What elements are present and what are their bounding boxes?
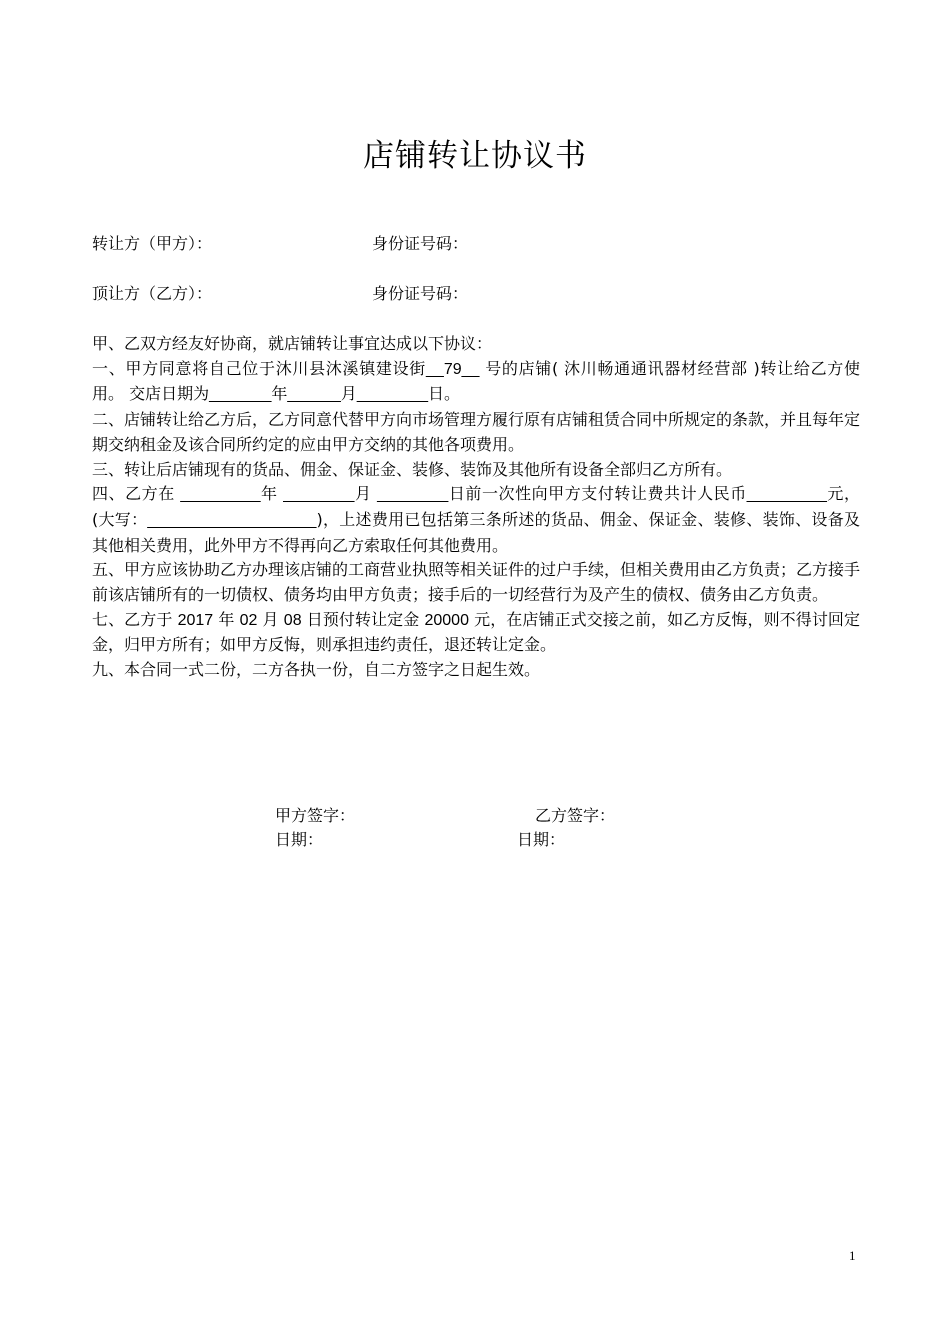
clause-4-year-blank: _________: [180, 486, 261, 504]
clause-7-text-d: 日预付转让定金: [301, 609, 425, 629]
clause-5: 五、甲方应该协助乙方办理该店铺的工商营业执照等相关证件的过户手续，但相关费用由乙方负责；乙方接手前该店铺所有的一切债权、债务均由甲方负责；接手后的一切经营行为及产生的债权、债务由乙方负责。: [92, 560, 861, 605]
sign-a-label: 甲方签字：: [275, 806, 356, 825]
clause-1-day-label: 日。: [428, 384, 461, 404]
party-b-id-label: 身份证号码：: [372, 284, 469, 303]
clause-7-text-c: 月: [257, 609, 284, 629]
clause-7-text-a: 七、乙方于: [92, 609, 178, 629]
clause-1-month-label: 月: [340, 384, 357, 404]
clause-1-text-b: 号的店铺(: [479, 358, 559, 378]
page-number: 1: [849, 1248, 856, 1263]
clause-4-month-blank: ________: [283, 486, 355, 504]
clause-1-year-label: 年: [271, 384, 288, 404]
clause-1: [92, 357, 860, 408]
clause-1-text-c: )转让给乙方使用。 交店日期为: [92, 358, 860, 404]
clause-4-text-c: 元，(大写：: [92, 484, 860, 529]
clause-1-month-blank: ______: [287, 386, 341, 404]
clause-1-street-number: __79__: [426, 360, 480, 378]
signature-block-b: [517, 804, 615, 852]
clause-7-deposit-amount: 20000: [424, 611, 469, 629]
clause-1-shop-name: 沐川畅通通讯器材经营部: [558, 358, 754, 378]
sign-b-date-label: 日期：: [517, 830, 566, 849]
clause-4: [92, 482, 860, 558]
clause-7-text-b: 年: [213, 609, 240, 629]
clause-7-day: 08: [283, 611, 302, 629]
clause-2: 二、店铺转让给乙方后，乙方同意代替甲方向市场管理方履行原有店铺租赁合同中所规定的条款，并且每年定期交纳租金及该合同所约定的应由甲方交纳的其他各项费用。: [92, 410, 861, 454]
clause-4-text-a: 四、乙方在: [92, 484, 181, 504]
clause-4-year-label: 年: [260, 484, 284, 504]
clause-1-text-a: 一、甲方同意将自己位于沐川县沐溪镇建设街: [92, 358, 427, 378]
clause-4-amount-words-blank: ___________________: [147, 511, 317, 529]
party-a-id-label: 身份证号码：: [372, 234, 469, 253]
clause-9: 九、本合同一式二份，二方各执一份，自二方签字之日起生效。: [92, 660, 541, 680]
document-title: 店铺转让协议书: [363, 138, 587, 174]
signature-block-a: [275, 804, 355, 852]
sign-b-label: 乙方签字：: [535, 806, 616, 825]
clause-7: [92, 608, 860, 658]
party-a-label: 转让方（甲方）：: [92, 234, 213, 253]
clause-7-year: 2017: [177, 611, 214, 629]
sign-a-date-label: 日期：: [275, 830, 324, 849]
clause-1-year-blank: _______: [209, 386, 272, 404]
agreement-body: [92, 332, 860, 683]
clause-4-month-label: 月: [354, 484, 378, 504]
clause-4-text-b: 日前一次性向甲方支付转让费共计人民币: [448, 484, 747, 504]
clause-4-day-blank: ________: [377, 486, 449, 504]
clause-7-month: 02: [239, 611, 258, 629]
party-b-label: 顶让方（乙方）：: [92, 284, 213, 303]
clause-4-text-d: )，上述费用已包括第三条所述的货品、佣金、保证金、装修、装饰、设备及其他相关费用，此外甲方不得再向乙方索取任何其他费用。: [92, 509, 860, 555]
clause-7-text-e: 元，在店铺正式交接之前，如乙方反悔，则不得讨回定金，归甲方所有；如甲方反悔，则承担违约责任，退还转让定金。: [92, 609, 860, 655]
clause-3: 三、转让后店铺现有的货品、佣金、保证金、装修、装饰及其他所有设备全部归乙方所有。: [92, 459, 733, 479]
clause-1-day-blank: ________: [356, 386, 428, 404]
clause-4-amount-blank: _________: [746, 486, 827, 504]
party-b-line: [92, 282, 469, 306]
intro-paragraph: 甲、乙双方经友好协商，就店铺转让事宜达成以下协议：: [92, 334, 493, 353]
party-a-line: [92, 232, 469, 256]
